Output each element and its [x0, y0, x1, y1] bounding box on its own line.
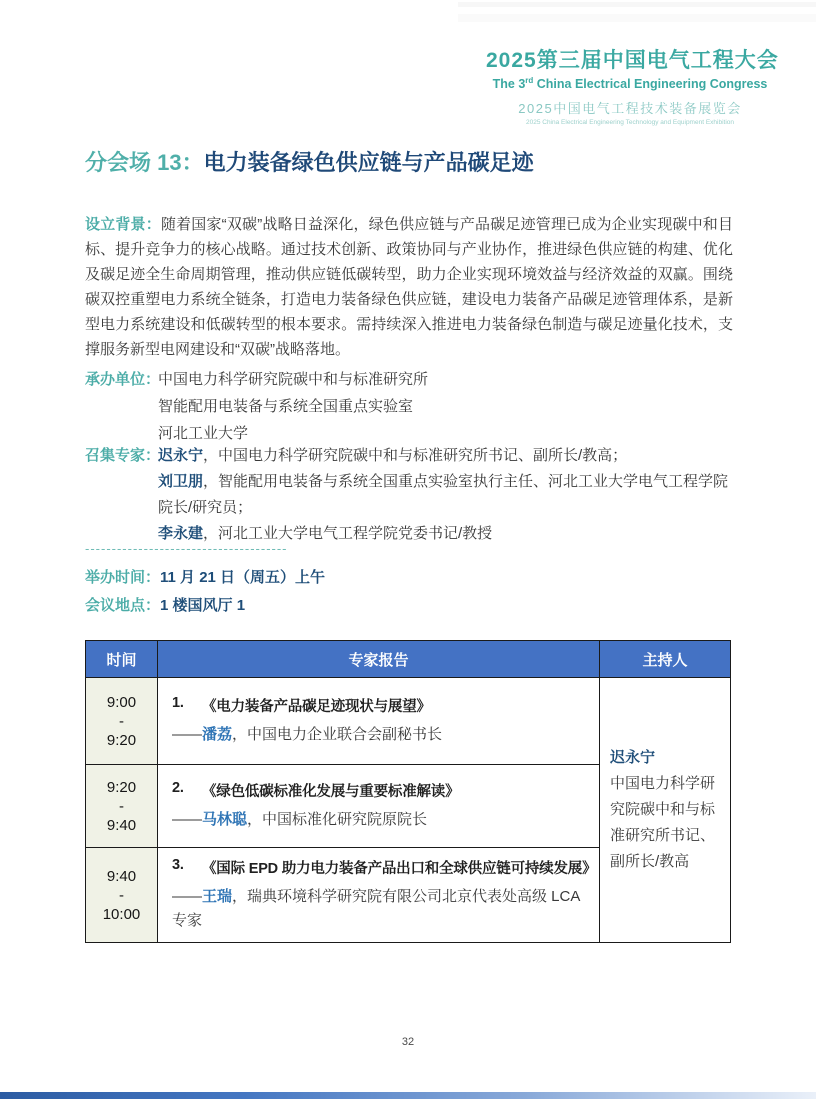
- conveners-label: 召集专家：: [85, 447, 161, 464]
- top-deco-bar: [458, 14, 816, 22]
- organizers-block: [85, 366, 733, 447]
- report-title: 2. 《绿色低碳标准化发展与重要标准解读》: [172, 780, 460, 800]
- congress-title-en: The 3rd China Electrical Engineering Congress: [492, 76, 768, 92]
- time-cell: 9:20 - 9:40: [86, 765, 158, 848]
- convener-desc: ，智能配用电装备与系统全国重点实验室执行主任、河北工业大学电气工程学院院长/研究员；: [158, 473, 729, 516]
- congress-logo: [486, 44, 779, 127]
- expo-title-cn: 2025中国电气工程技术装备展览会: [518, 101, 742, 117]
- convener-item: [158, 443, 733, 469]
- report-title: 3. 《国际 EPD 助力电力装备产品出口和全球供应链可持续发展》: [172, 857, 597, 877]
- footer-gradient-bar: [0, 1092, 816, 1099]
- convener-desc: ，河北工业大学电气工程学院党委书记/教授: [203, 525, 493, 542]
- speaker-name: 王瑞: [202, 888, 233, 905]
- schedule-table: [85, 640, 731, 943]
- convener-desc: ，中国电力科学研究院碳中和与标准研究所书记、副所长/教高；: [203, 447, 628, 464]
- session-title: [85, 146, 745, 177]
- organizer-item: 河北工业大学: [158, 425, 249, 442]
- event-venue-label: 会议地点：: [85, 597, 161, 614]
- session-number: 分会场 13：: [85, 150, 204, 175]
- moderator-name: 迟永宁: [610, 749, 656, 766]
- report-cell: [158, 678, 600, 765]
- report-speaker: ——潘荔，中国电力企业联合会副秘书长: [172, 726, 443, 743]
- moderator-desc: 中国电力科学研究院碳中和与标准研究所书记、副所长/教高: [610, 775, 716, 870]
- report-cell: [158, 848, 600, 943]
- convener-name: 李永建: [158, 525, 204, 542]
- report-speaker: ——王瑞，瑞典环境科学研究院有限公司北京代表处高级 LCA 专家: [172, 888, 580, 929]
- event-time-value: 11 月 21 日（周五）上午: [160, 569, 326, 586]
- background-label: 设立背景：: [85, 216, 161, 233]
- event-venue-value: 1 楼国风厅 1: [160, 597, 246, 614]
- conveners-block: [85, 443, 733, 547]
- dashed-separator: --------------------------------------: [85, 541, 288, 556]
- organizer-item: 中国电力科学研究院碳中和与标准研究所: [158, 371, 429, 388]
- event-venue-line: [85, 594, 245, 615]
- speaker-name: 马林聪: [202, 811, 248, 828]
- moderator-cell: [600, 678, 731, 943]
- convener-name: 刘卫朋: [158, 473, 204, 490]
- report-cell: [158, 765, 600, 848]
- table-header-row: [86, 641, 731, 678]
- organizer-item: 智能配用电装备与系统全国重点实验室: [158, 398, 414, 415]
- session-name: 电力装备绿色供应链与产品碳足迹: [203, 150, 534, 175]
- congress-title-cn: 2025第三届中国电气工程大会: [486, 49, 779, 72]
- header-report: 专家报告: [158, 641, 600, 678]
- time-cell: 9:00 - 9:20: [86, 678, 158, 765]
- event-time-line: [85, 566, 325, 587]
- report-title: 1. 《电力装备产品碳足迹现状与展望》: [172, 695, 431, 715]
- time-cell: 9:40 - 10:00: [86, 848, 158, 943]
- organizers-label: 承办单位：: [85, 371, 161, 388]
- convener-item: [158, 469, 733, 521]
- page-number: 32: [401, 1036, 415, 1048]
- table-row: [86, 678, 731, 765]
- expo-title-en: 2025 China Electrical Engineering Technology and Equipment Exhibition: [525, 119, 735, 127]
- event-time-label: 举办时间：: [85, 569, 161, 586]
- convener-name: 迟永宁: [158, 447, 204, 464]
- header-time: 时间: [86, 641, 158, 678]
- background-text: 随着国家“双碳”战略日益深化，绿色供应链与产品碳足迹管理已成为企业实现碳中和目标、提升竞争力的核心战略。通过技术创新、政策协同与产业协作，推进绿色供应链的构建、优化及碳足迹全生命周期管理，推动供应链低碳转型，助力企业实现环境效益与经济效益的双赢。围绕碳双控重塑电力系统全链条，打造电力装备绿色供应链，建设电力装备产品碳足迹管理体系，是新型电力系统建设和低碳转型的根本要求。需持续深入推进电力装备绿色制造与碳足迹量化技术，支撑服务新型电网建设和“双碳”战略落地。: [85, 216, 733, 358]
- speaker-name: 潘荔: [202, 726, 233, 743]
- background-paragraph: [85, 212, 733, 362]
- top-deco-bar: [458, 2, 816, 7]
- report-speaker: ——马林聪，中国标准化研究院原院长: [172, 811, 428, 828]
- header-moderator: 主持人: [600, 641, 731, 678]
